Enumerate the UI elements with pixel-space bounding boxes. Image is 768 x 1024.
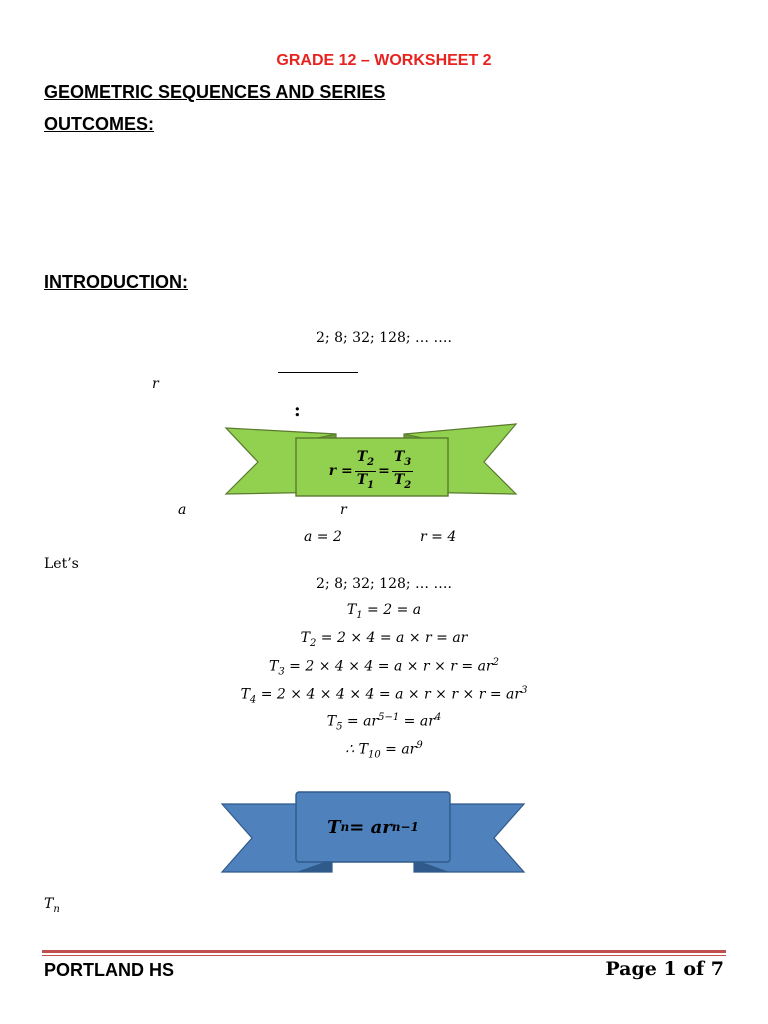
fraction-t2-t1 xyxy=(355,449,376,494)
term-line-1: $T_1 = 2 = a$ xyxy=(346,602,422,621)
r-symbol-2: r xyxy=(340,502,347,518)
r-value: r = 4 xyxy=(420,529,457,545)
lets-text: Let’s xyxy=(44,556,79,572)
term-line-2: $T_2 = 2 \times 4 = a \times r$ = ar xyxy=(300,630,468,649)
ratio-lhs: r = xyxy=(328,463,353,479)
tn-label: $T_n$ xyxy=(44,896,60,915)
term-line-10: ∴ $T_{10} = ar^9$ xyxy=(345,740,423,761)
sequence-line: 2; 8; 32; 128; … …. xyxy=(316,330,452,346)
footer-school: PORTLAND HS xyxy=(44,960,174,980)
den-t: T xyxy=(393,471,405,488)
introduction-heading: INTRODUCTION: xyxy=(44,272,188,292)
term-line-5: $T_5 = ar^{5-1} = ar^4$ xyxy=(326,712,442,733)
footer-page-number: Page 1 of 7 xyxy=(605,958,724,980)
outcomes-heading: OUTCOMES: xyxy=(44,114,154,134)
den-t: T xyxy=(356,471,368,488)
colon-mark: : xyxy=(294,400,301,421)
den-sub: 2 xyxy=(404,479,412,491)
den-sub: 1 xyxy=(367,479,375,491)
footer-rule-thick xyxy=(42,950,726,953)
footer-rule-thin xyxy=(42,955,726,956)
ratio-formula xyxy=(296,442,448,500)
topic-heading: GEOMETRIC SEQUENCES AND SERIES xyxy=(44,82,386,102)
num-sub: 3 xyxy=(404,456,412,468)
ratio-equals: = xyxy=(378,463,390,479)
worksheet-title: GRADE 12 – WORKSHEET 2 xyxy=(276,52,492,69)
blank-underline xyxy=(278,372,358,373)
a-symbol: a xyxy=(178,502,187,518)
num-t: T xyxy=(356,448,368,465)
term-line-4: $T_4 = 2 \times 4 \times 4 \times 4 = a \times r \times r \times r = ar^3$ xyxy=(240,685,528,706)
sequence-line-2: 2; 8; 32; 128; … …. xyxy=(316,576,452,592)
general-term-formula: T n = ar n−1 xyxy=(327,816,419,838)
term-line-3: $T_3 = 2 \times 4 \times 4 = a \times r \times r = ar^2$ xyxy=(268,657,499,678)
r-symbol: r xyxy=(152,376,159,392)
num-sub: 2 xyxy=(367,456,375,468)
a-value: a = 2 xyxy=(304,529,342,545)
fraction-t3-t2 xyxy=(392,449,413,494)
num-t: T xyxy=(393,448,405,465)
